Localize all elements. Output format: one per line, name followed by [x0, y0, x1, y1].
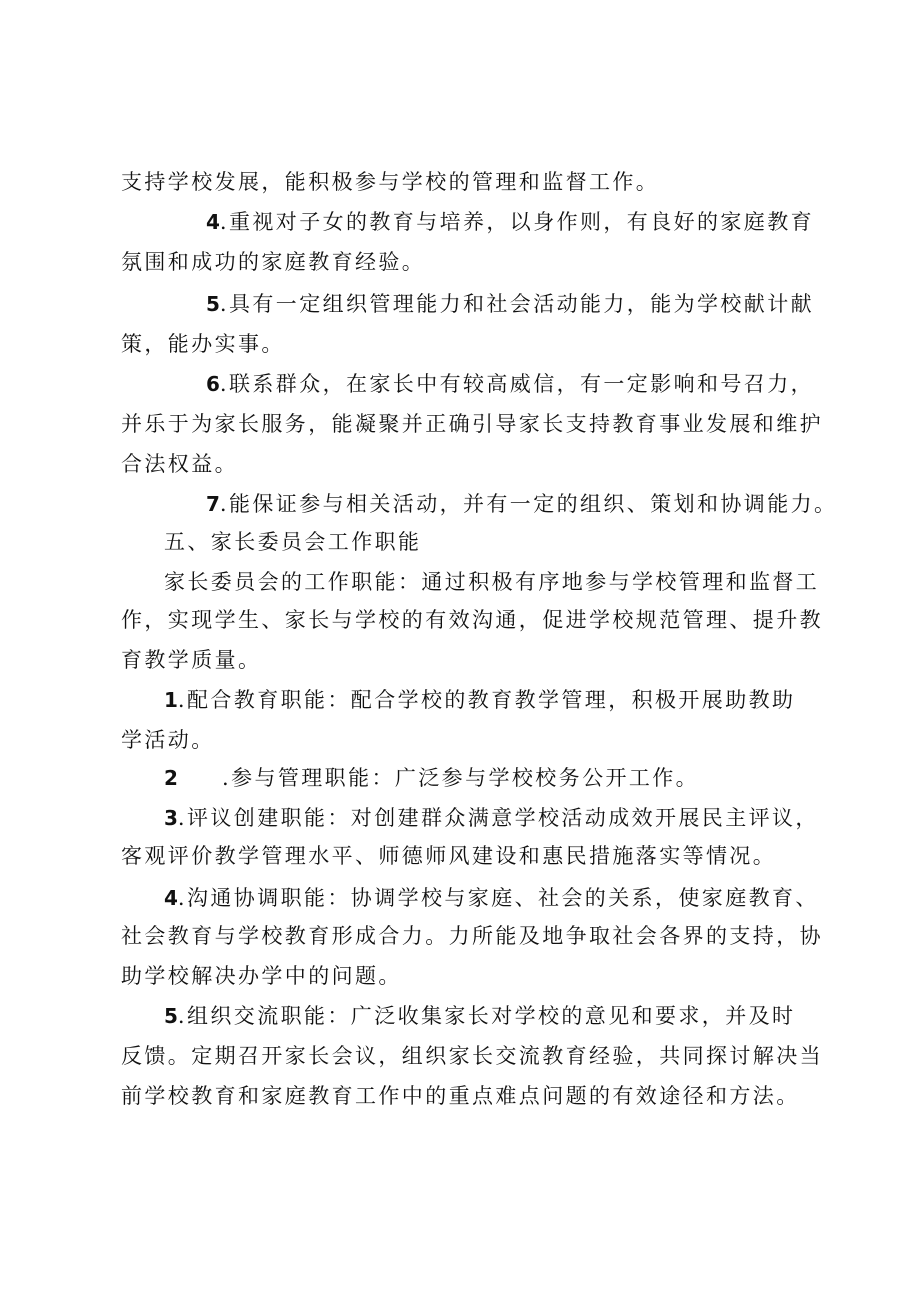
section-heading: [164, 528, 421, 556]
line-text: .联系群众，在家长中有较高威信，有一定影响和号召力，: [219, 372, 814, 396]
item-number: 5: [206, 292, 220, 316]
paragraph-line: [121, 168, 659, 196]
line-text: 前学校教育和家庭教育工作中的重点难点问题的有效途径和方法。: [121, 1084, 800, 1108]
paragraph-line: [121, 842, 776, 870]
paragraph-line: [164, 804, 819, 832]
paragraph-line: [206, 208, 814, 236]
item-number: 5: [164, 1004, 178, 1028]
line-text: .评议创建职能：对创建群众满意学校活动成效开展民主评议，: [177, 806, 819, 830]
item-number: 7: [206, 492, 220, 516]
line-text: .配合教育职能：配合学校的教育教学管理，积极开展助教助: [177, 688, 796, 712]
line-text: 氛围和成功的家庭教育经验。: [121, 250, 426, 274]
item-number: 4: [206, 210, 220, 234]
paragraph-line: [121, 410, 823, 438]
line-text: 育教学质量。: [121, 648, 262, 672]
line-text: 学活动。: [121, 728, 215, 752]
line-text: .重视对子女的教育与培养，以身作则，有良好的家庭教育: [219, 210, 814, 234]
line-text: .组织交流职能：广泛收集家长对学校的意见和要求，并及时: [177, 1004, 796, 1028]
line-text: 助学校解决办学中的问题。: [121, 964, 402, 988]
paragraph-line: [206, 290, 814, 318]
paragraph-line: [121, 726, 215, 754]
line-text: 作，实现学生、家长与学校的有效沟通，促进学校规范管理、提升教: [121, 608, 823, 632]
paragraph-line: [164, 568, 819, 596]
paragraph-line: [206, 490, 837, 518]
item-number: 3: [164, 806, 178, 830]
heading-text: 五、家长委员会工作职能: [164, 530, 422, 554]
item-number: 1: [164, 688, 178, 712]
paragraph-line: [206, 370, 814, 398]
item-number: 6: [206, 372, 220, 396]
paragraph-line: [121, 606, 823, 634]
paragraph-line: [121, 248, 425, 276]
line-text: .具有一定组织管理能力和社会活动能力，能为学校献计献: [219, 292, 814, 316]
line-text: 家长委员会的工作职能：通过积极有序地参与学校管理和监督工: [164, 570, 820, 594]
item-number: 2: [164, 766, 178, 790]
paragraph-line: [164, 764, 699, 792]
line-text: 策，能办实事。: [121, 332, 285, 356]
paragraph-line: [164, 884, 819, 912]
paragraph-line: [164, 686, 795, 714]
line-text: 社会教育与学校教育形成合力。力所能及地争取社会各界的支持，协: [121, 924, 823, 948]
paragraph-line: [121, 922, 823, 950]
paragraph-line: [121, 962, 402, 990]
paragraph-line: [121, 1082, 800, 1110]
line-text: 合法权益。: [121, 452, 238, 476]
line-text: 支持学校发展，能积极参与学校的管理和监督工作。: [121, 170, 660, 194]
paragraph-line: [121, 1042, 823, 1070]
line-text: .参与管理职能：广泛参与学校校务公开工作。: [222, 766, 700, 790]
line-text: .沟通协调职能：协调学校与家庭、社会的关系，使家庭教育、: [177, 886, 819, 910]
paragraph-line: [121, 450, 238, 478]
paragraph-line: [164, 1002, 795, 1030]
line-text: .能保证参与相关活动，并有一定的组织、策划和协调能力。: [219, 492, 838, 516]
paragraph-line: [121, 646, 261, 674]
line-text: 并乐于为家长服务，能凝聚并正确引导家长支持教育事业发展和维护: [121, 412, 823, 436]
line-text: 客观评价教学管理水平、师德师风建设和惠民措施落实等情况。: [121, 844, 777, 868]
paragraph-line: [121, 330, 285, 358]
line-text: 反馈。定期召开家长会议，组织家长交流教育经验，共同探讨解决当: [121, 1044, 823, 1068]
item-number: 4: [164, 886, 178, 910]
